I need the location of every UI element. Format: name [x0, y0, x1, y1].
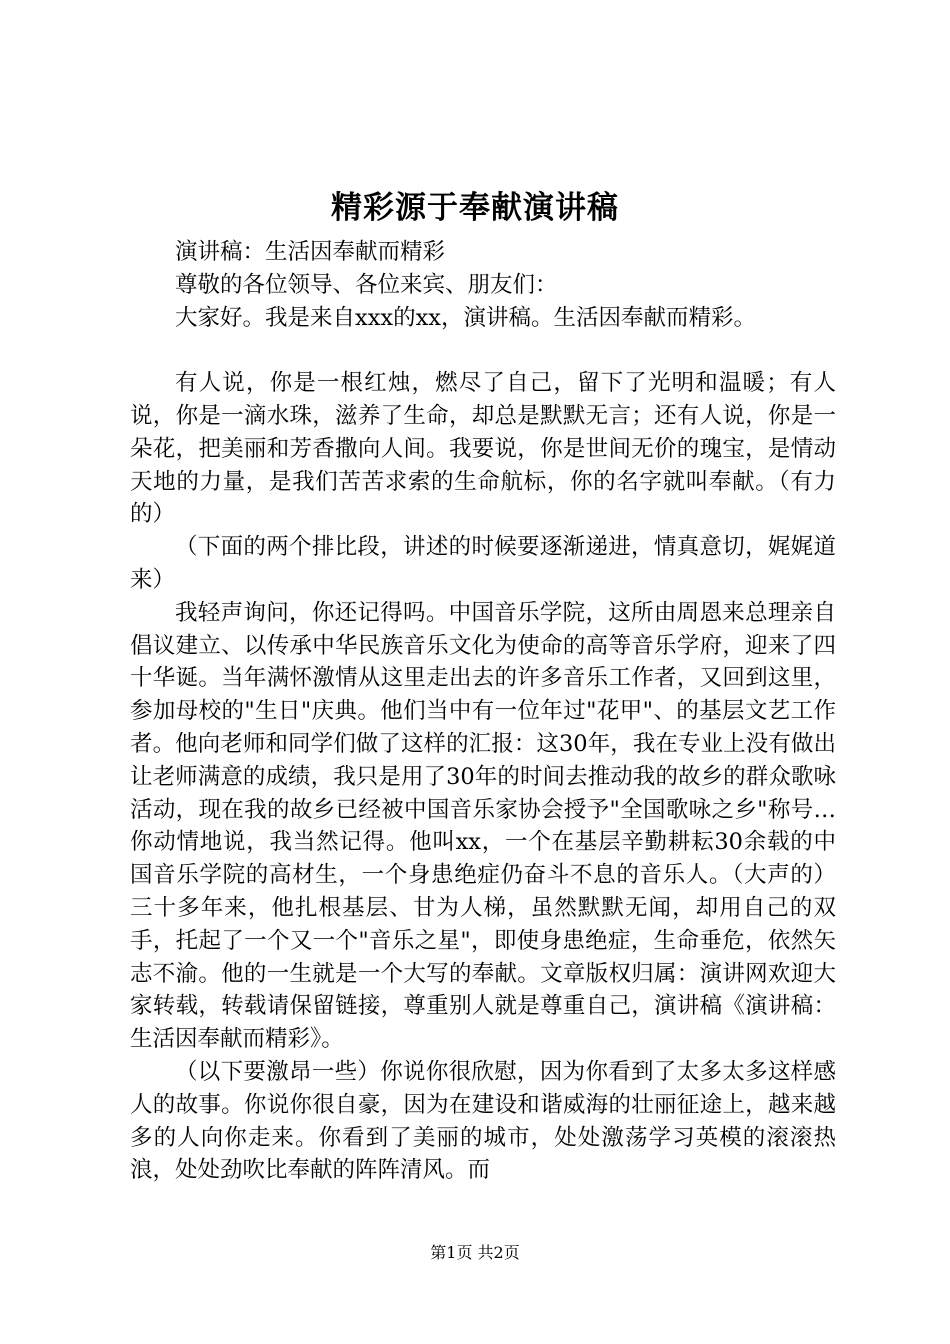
- paragraph-music-story: 我轻声询问，你还记得吗。中国音乐学院，这所由周恩来总理亲自倡议建立、以传承中华民族音乐文化为使命的高等音乐学府，迎来了四十华诞。当年满怀激情从这里走出去的许多音乐工作者，又回到这里，参加母校的"生日"庆典。他们当中有一位年过"花甲"、的基层文艺工作者。他向老师和同学们做了这样的汇报：这30年，我在专业上没有做出让老师满意的成绩，我只是用了30年的时间去推动我的故乡的群众歌咏活动，现在我的故乡已经被中国音乐家协会授予"全国歌咏之乡"称号…你动情地说，我当然记得。他叫xx，一个在基层辛勤耕耘30余载的中国音乐学院的高材生，一个身患绝症仍奋斗不息的音乐人。（大声的）三十多年来，他扎根基层、甘为人梯，虽然默默无闻，却用自己的双手，托起了一个又一个"音乐之星"，即使身患绝症，生命垂危，依然矢志不渝。他的一生就是一个大写的奉献。文章版权归属：演讲网欢迎大家转载，转载请保留链接，尊重别人就是尊重自己，演讲稿《演讲稿：生活因奉献而精彩》。: [130, 599, 836, 1053]
- paragraph-delivery-note: （下面的两个排比段，讲述的时候要逐渐递进，情真意切，娓娓道来）: [130, 534, 836, 593]
- paragraph-spacer: [130, 334, 836, 367]
- paragraph-salutation: 尊敬的各位领导、各位来宾、朋友们：: [175, 271, 558, 298]
- page-number-footer: 第1页 共2页: [430, 1243, 520, 1262]
- paragraph-speech-heading: 演讲稿：生活因奉献而精彩: [175, 239, 446, 265]
- paragraph-pride: （以下要激昂一些）你说你很欣慰，因为你看到了太多太多这样感人的故事。你说你很自豪，因为在建设和谐威海的壮丽征途上，越来越多的人向你走来。你看到了美丽的城市，处处激荡学习英模的滚滚热浪，处处劲吹比奉献的阵阵清风。而: [130, 1058, 836, 1184]
- paragraph-dedication-metaphor: 有人说，你是一根红烛，燃尽了自己，留下了光明和温暖；有人说，你是一滴水珠，滋养了生命，却总是默默无言；还有人说，你是一朵花，把美丽和芳香撒向人间。我要说，你是世间无价的瑰宝，是情动天地的力量，是我们苦苦求索的生命航标，你的名字就叫奉献。（有力的）: [130, 370, 836, 528]
- document-title: 精彩源于奉献演讲稿: [331, 190, 619, 226]
- paragraph-greeting: 大家好。我是来自xxx的xx，演讲稿。生活因奉献而精彩。: [175, 304, 756, 331]
- document-body: [130, 236, 836, 1187]
